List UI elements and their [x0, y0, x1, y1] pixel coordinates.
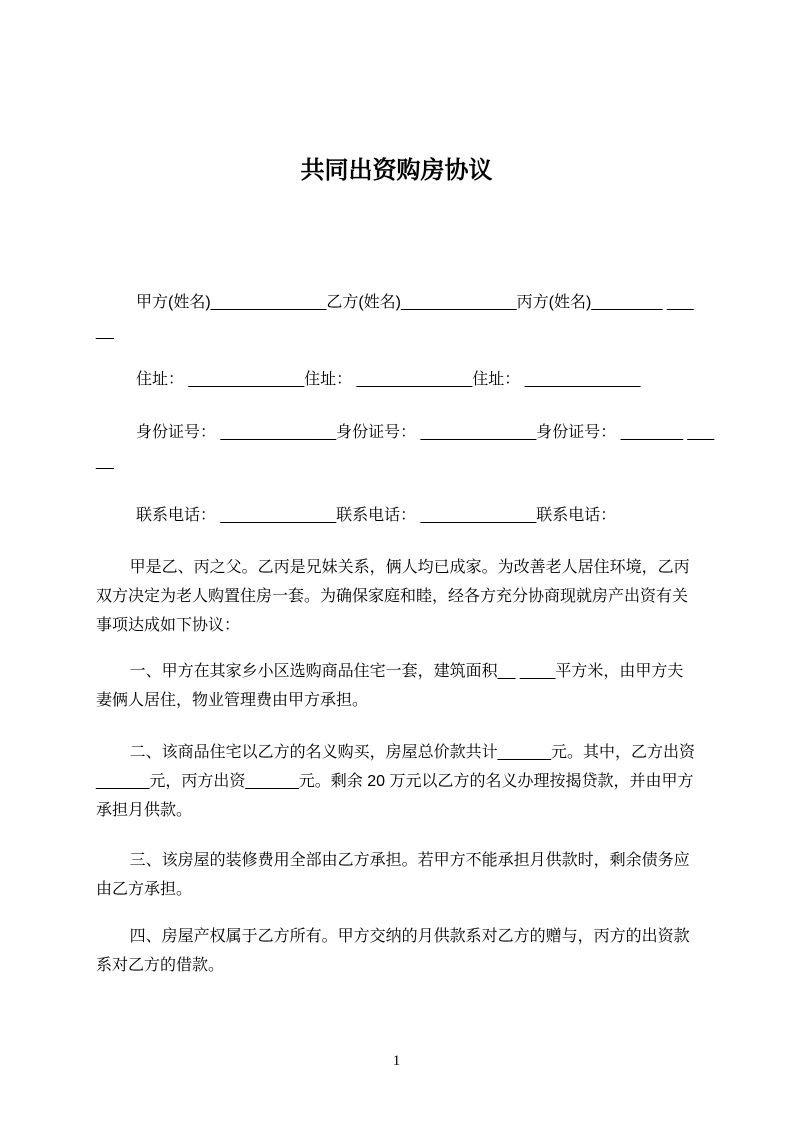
clause-1-line: 妻俩人居住，物业管理费由甲方承担。 [96, 692, 369, 709]
clause-1-paragraph [96, 657, 793, 715]
party-phone-line: 联系电话： _____________联系电话： _____________联系电话： [136, 507, 617, 524]
page-number: 1 [392, 1053, 401, 1069]
party-id-line: 身份证号： _____________身份证号： _____________身份证号： _______ ___ [136, 424, 715, 441]
party-id-row [96, 418, 793, 476]
party-names-line-wrap: __ [96, 323, 114, 340]
party-address-row [96, 365, 793, 394]
clause-2-line: 二、该商品住宅以乙方的名义购买，房屋总价款共计______元。其中，乙方出资 [129, 744, 695, 761]
party-phone-row [96, 501, 793, 530]
clause-2-paragraph [96, 738, 793, 825]
clause-3-paragraph [96, 846, 793, 904]
clause-4-line: 系对乙方的借款。 [96, 957, 225, 974]
clause-2-line: ______元，丙方出资______元。剩余 20 万元以乙方的名义办理按揭贷款，并由甲方 [96, 773, 694, 790]
clause-1-line: 一、甲方在其家乡小区选购商品住宅一套，建筑面积__ ____平方米，由甲方夫 [129, 663, 684, 680]
intro-line: 甲是乙、丙之父。乙丙是兄妹关系，俩人均已成家。为改善老人居住环境，乙丙 [129, 559, 690, 576]
party-id-line-wrap: __ [96, 453, 114, 470]
clause-4-paragraph [96, 922, 793, 980]
party-names-line: 甲方(姓名)_____________乙方(姓名)_____________丙方(姓名)________ ___ [136, 294, 694, 311]
party-address-line: 住址： _____________住址： _____________住址： _____________ [136, 371, 641, 388]
document-title: 共同出资购房协议 [300, 157, 493, 185]
clause-3-line: 三、该房屋的装修费用全部由乙方承担。若甲方不能承担月供款时，剩余债务应 [129, 852, 690, 869]
intro-line: 事项达成如下协议： [96, 617, 241, 634]
intro-paragraph [96, 553, 793, 640]
clause-2-line: 承担月供款。 [96, 802, 193, 819]
clause-3-line: 由乙方承担。 [96, 881, 193, 898]
clause-4-line: 四、房屋产权属于乙方所有。甲方交纳的月供款系对乙方的赠与，丙方的出资款 [129, 928, 690, 945]
party-names-row [96, 288, 793, 346]
intro-line: 双方决定为老人购置住房一套。为确保家庭和睦，经各方充分协商现就房产出资有关 [96, 588, 689, 605]
